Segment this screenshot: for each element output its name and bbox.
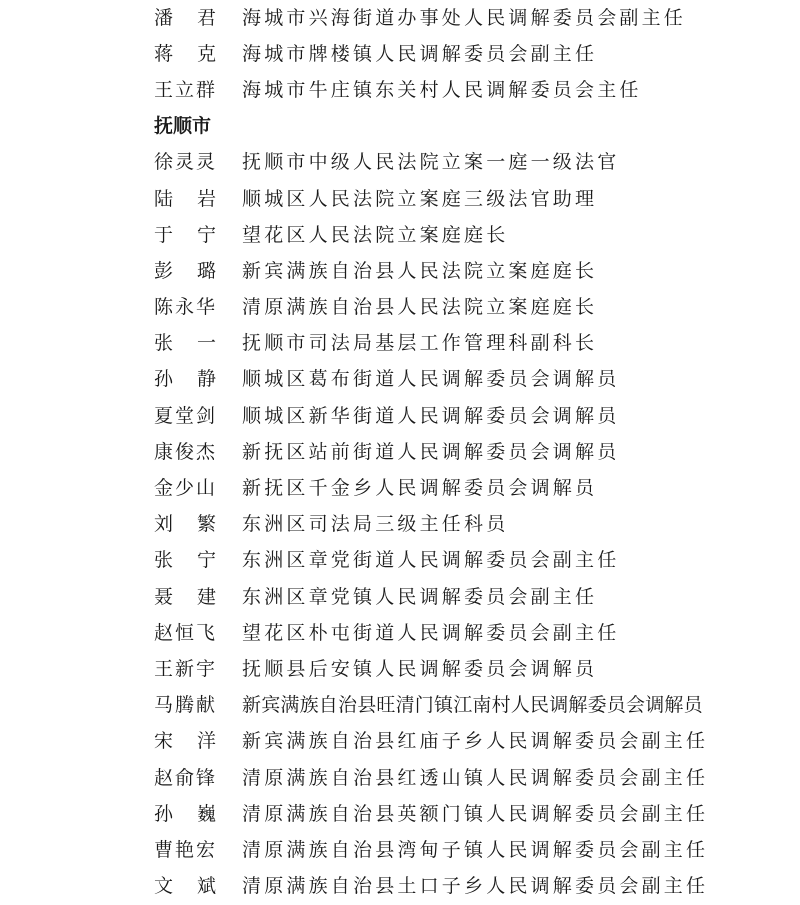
list-item: [154, 613, 794, 649]
person-name: [154, 3, 216, 30]
name-char: 聂: [154, 585, 174, 608]
person-title: 新宾满族自治县旺清门镇江南村人民调解委员会调解员: [242, 694, 703, 717]
person-name: [154, 545, 216, 572]
name-char: 文: [154, 875, 174, 898]
name-char: 夏: [154, 404, 175, 427]
name-char: 繁: [196, 513, 216, 536]
person-title: 顺城区新华街道人民调解委员会调解员: [242, 404, 620, 427]
name-char: 立: [174, 78, 195, 101]
list-item: [154, 758, 794, 794]
person-name: [154, 292, 216, 319]
person-name: [154, 328, 216, 355]
list-item: [154, 722, 794, 758]
list-item: [154, 577, 794, 613]
list-item: [154, 143, 794, 179]
list-item: [154, 505, 794, 541]
name-char: 少: [174, 477, 195, 500]
person-title: 清原满族自治县英额门镇人民调解委员会副主任: [242, 802, 709, 825]
person-name: [154, 618, 216, 645]
name-char: 赵: [154, 621, 175, 644]
person-title: 海城市牛庄镇东关村人民调解委员会主任: [242, 78, 642, 101]
list-item: [154, 360, 794, 396]
person-name: [154, 401, 216, 428]
name-char: 陈: [154, 296, 175, 319]
name-char: 俞: [174, 766, 195, 789]
list-item: [154, 867, 794, 903]
name-char: 宋: [154, 730, 174, 753]
name-char: 永: [174, 296, 195, 319]
name-char: 马: [154, 694, 175, 717]
person-title: 清原满族自治县土口子乡人民调解委员会副主任: [242, 875, 709, 898]
person-title: 抚顺市司法局基层工作管理科副科长: [242, 332, 598, 355]
list-item: [154, 251, 794, 287]
section-heading: 抚顺市: [154, 115, 212, 138]
person-name: [154, 184, 216, 211]
list-item: [154, 794, 794, 830]
name-char: 巍: [196, 802, 216, 825]
person-title: 顺城区葛布街道人民调解委员会调解员: [242, 368, 620, 391]
name-char: 灵: [195, 151, 216, 174]
person-name: [154, 39, 216, 66]
person-title: 海城市牌楼镇人民调解委员会副主任: [242, 42, 598, 65]
person-title: 抚顺县后安镇人民调解委员会调解员: [242, 657, 598, 680]
person-title: 东洲区章党街道人民调解委员会副主任: [242, 549, 620, 572]
person-name: [154, 654, 216, 681]
list-item: [154, 34, 794, 70]
person-name: [154, 509, 216, 536]
person-name: [154, 147, 216, 174]
name-char: 洋: [196, 730, 216, 753]
person-name: [154, 799, 216, 826]
person-name: [154, 835, 216, 862]
name-char: 宇: [195, 657, 216, 680]
person-name: [154, 690, 216, 717]
person-title: 海城市兴海街道办事处人民调解委员会副主任: [242, 6, 687, 29]
name-char: 堂: [174, 404, 195, 427]
list-item: [154, 215, 794, 251]
name-char: 于: [154, 223, 174, 246]
list-item: [154, 468, 794, 504]
person-name: [154, 364, 216, 391]
name-char: 宁: [196, 223, 216, 246]
person-title: 东洲区司法局三级主任科员: [242, 513, 509, 536]
name-char: 一: [196, 332, 216, 355]
list-item: [154, 288, 794, 324]
list-item: [154, 432, 794, 468]
name-char: 金: [154, 477, 175, 500]
name-char: 剑: [195, 404, 216, 427]
name-char: 陆: [154, 187, 174, 210]
name-char: 山: [195, 477, 216, 500]
name-char: 宁: [196, 549, 216, 572]
person-title: 清原满族自治县人民法院立案庭庭长: [242, 296, 598, 319]
name-char: 飞: [195, 621, 216, 644]
list-item: [154, 0, 794, 34]
name-char: 腾: [174, 694, 195, 717]
name-char: 静: [196, 368, 216, 391]
person-name: [154, 582, 216, 609]
name-char: 艳: [174, 838, 195, 861]
name-char: 徐: [154, 151, 175, 174]
person-name: [154, 220, 216, 247]
name-char: 张: [154, 332, 174, 355]
name-char: 潘: [154, 6, 174, 29]
person-title: 东洲区章党镇人民调解委员会副主任: [242, 585, 598, 608]
person-title: 清原满族自治县湾甸子镇人民调解委员会副主任: [242, 838, 709, 861]
name-char: 康: [154, 440, 175, 463]
name-char: 锋: [195, 766, 216, 789]
name-char: 群: [195, 78, 216, 101]
list-item: [154, 649, 794, 685]
name-char: 君: [196, 6, 216, 29]
list-item: [154, 686, 794, 722]
person-name: [154, 437, 216, 464]
list-item: [154, 179, 794, 215]
person-name: [154, 726, 216, 753]
person-title: 望花区人民法院立案庭庭长: [242, 223, 509, 246]
list-item: [154, 324, 794, 360]
name-char: 新: [174, 657, 195, 680]
name-char: 斌: [196, 875, 216, 898]
person-name: [154, 871, 216, 898]
name-char: 璐: [196, 259, 216, 282]
person-title: 顺城区人民法院立案庭三级法官助理: [242, 187, 598, 210]
name-char: 恒: [174, 621, 195, 644]
list-item: [154, 396, 794, 432]
name-char: 王: [154, 78, 175, 101]
person-title: 新抚区站前街道人民调解委员会调解员: [242, 440, 620, 463]
name-char: 宏: [195, 838, 216, 861]
name-char: 华: [195, 296, 216, 319]
list-item: [154, 541, 794, 577]
person-title: 清原满族自治县红透山镇人民调解委员会副主任: [242, 766, 709, 789]
name-char: 孙: [154, 368, 174, 391]
person-title: 望花区朴屯街道人民调解委员会副主任: [242, 621, 620, 644]
person-name: [154, 473, 216, 500]
name-char: 建: [196, 585, 216, 608]
person-title: 新宾满族自治县人民法院立案庭庭长: [242, 259, 598, 282]
name-char: 刘: [154, 513, 174, 536]
document-page: [154, 0, 794, 903]
name-char: 杰: [195, 440, 216, 463]
name-char: 献: [195, 694, 216, 717]
list-item: [154, 830, 794, 866]
person-name: [154, 256, 216, 283]
person-title: 新宾满族自治县红庙子乡人民调解委员会副主任: [242, 730, 709, 753]
name-char: 克: [196, 42, 216, 65]
name-char: 王: [154, 657, 175, 680]
person-name: [154, 75, 216, 102]
person-title: 新抚区千金乡人民调解委员会调解员: [242, 477, 598, 500]
list-item: [154, 70, 794, 106]
name-char: 俊: [174, 440, 195, 463]
name-char: 彭: [154, 259, 174, 282]
name-char: 孙: [154, 802, 174, 825]
name-char: 张: [154, 549, 174, 572]
name-char: 岩: [196, 187, 216, 210]
name-char: 灵: [174, 151, 195, 174]
person-name: [154, 763, 216, 790]
person-title: 抚顺市中级人民法院立案一庭一级法官: [242, 151, 620, 174]
name-char: 蒋: [154, 42, 174, 65]
name-char: 曹: [154, 838, 175, 861]
name-char: 赵: [154, 766, 175, 789]
